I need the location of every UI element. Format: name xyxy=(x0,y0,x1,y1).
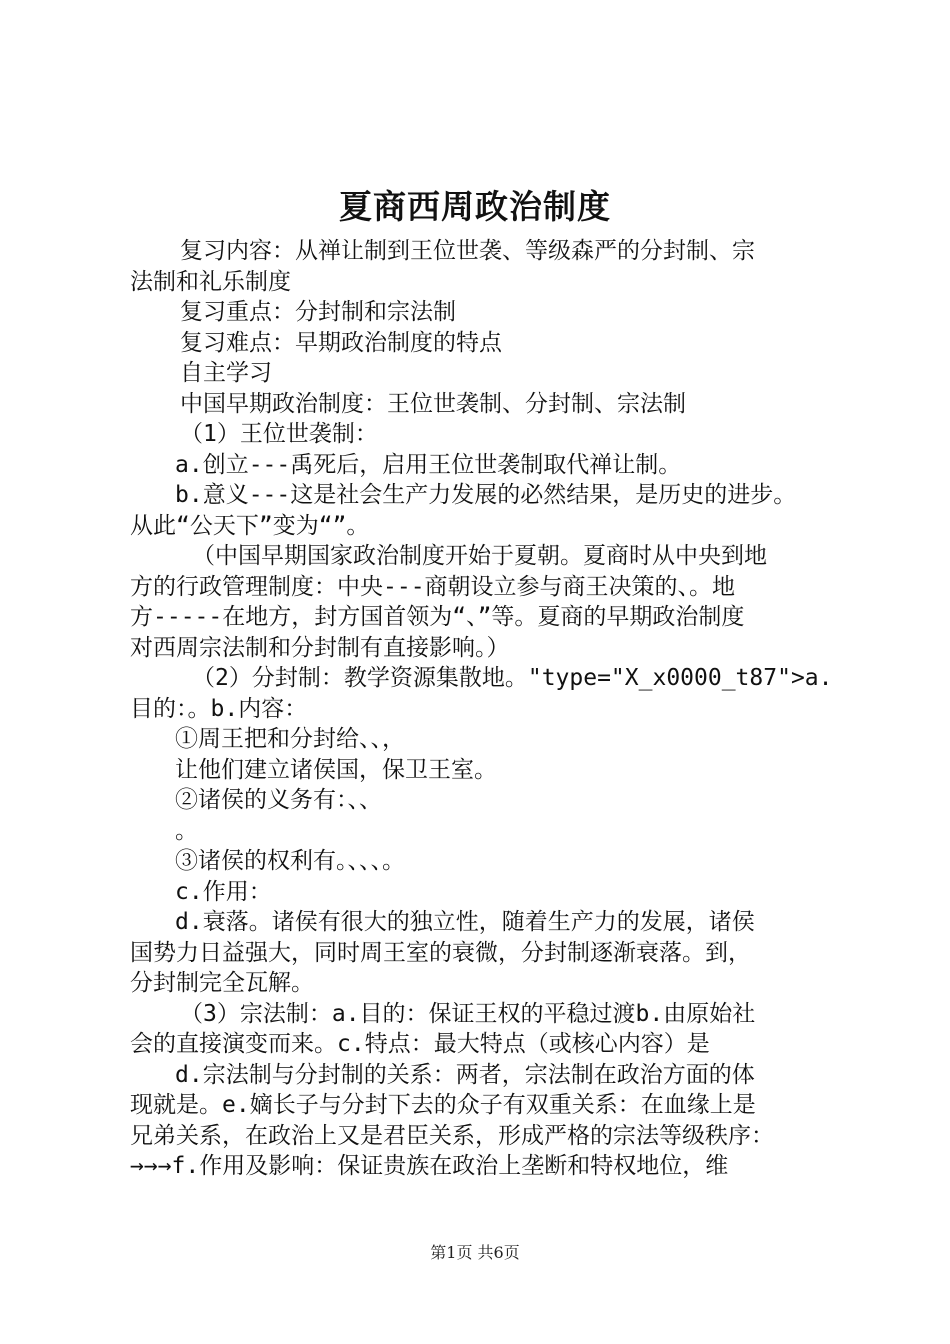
body-line: 现就是。e.嫡长子与分封下去的众子有双重关系：在血缘上是 xyxy=(130,1092,756,1118)
document-title: 夏商西周政治制度 xyxy=(339,187,611,226)
body-line: 兄弟关系，在政治上又是君臣关系，形成严格的宗法等级秩序： xyxy=(130,1122,774,1149)
body-line: 复习重点：分封制和宗法制 xyxy=(180,299,456,325)
body-line: （中国早期国家政治制度开始于夏朝。夏商时从中央到地 xyxy=(192,543,767,569)
body-line: 方-----在地方，封方国首领为“、”等。夏商的早期政治制度 xyxy=(130,604,745,630)
body-line: ②诸侯的义务有：、、 xyxy=(175,787,382,813)
body-line: 国势力日益强大，同时周王室的衰微，分封制逐渐衰落。到， xyxy=(130,939,751,966)
document-body xyxy=(130,236,842,1182)
body-line: 会的直接演变而来。c.特点：最大特点（或核心内容）是 xyxy=(130,1031,710,1057)
body-line: （3）宗法制：a.目的：保证王权的平稳过渡b.由原始社 xyxy=(180,1000,756,1027)
body-line: 复习难点：早期政治制度的特点 xyxy=(180,329,502,356)
body-line: 中国早期政治制度：王位世袭制、分封制、宗法制 xyxy=(180,390,686,417)
body-line: 方的行政管理制度：中央---商朝设立参与商王决策的、。地 xyxy=(130,573,736,600)
body-line: 分封制完全瓦解。 xyxy=(130,970,314,996)
body-line: c.作用： xyxy=(175,878,272,905)
body-line: d.衰落。诸侯有很大的独立性，随着生产力的发展，诸侯 xyxy=(175,909,755,935)
body-line: b.意义---这是社会生产力发展的必然结果，是历史的进步。 xyxy=(175,482,797,508)
body-line: （2）分封制：教学资源集散地。"type="X_x0000_t87">a. xyxy=(192,665,833,691)
body-line: 对西周宗法制和分封制有直接影响。） xyxy=(130,634,510,661)
page-footer: 第1页 共6页 xyxy=(430,1243,520,1262)
body-line: →→→f.作用及影响：保证贵族在政治上垄断和特权地位，维 xyxy=(130,1153,729,1179)
body-line: 从此“公天下”变为“”。 xyxy=(130,512,370,539)
body-line: d.宗法制与分封制的关系：两者，宗法制在政治方面的体 xyxy=(175,1061,755,1088)
body-line: ①周王把和分封给、、， xyxy=(175,726,405,752)
body-line: 。 xyxy=(175,817,198,844)
body-line: a.创立---禹死后，启用王位世袭制取代禅让制。 xyxy=(175,451,682,478)
body-line: 自主学习 xyxy=(180,360,272,386)
body-line: 复习内容：从禅让制到王位世袭、等级森严的分封制、宗 xyxy=(180,238,755,264)
body-line: （1）王位世袭制： xyxy=(180,421,378,447)
body-line: 法制和礼乐制度 xyxy=(130,268,291,295)
body-line: ③诸侯的权利有。、、、。 xyxy=(175,848,405,874)
body-line: 目的：。b.内容： xyxy=(130,695,308,722)
body-line: 让他们建立诸侯国，保卫王室。 xyxy=(175,756,497,783)
